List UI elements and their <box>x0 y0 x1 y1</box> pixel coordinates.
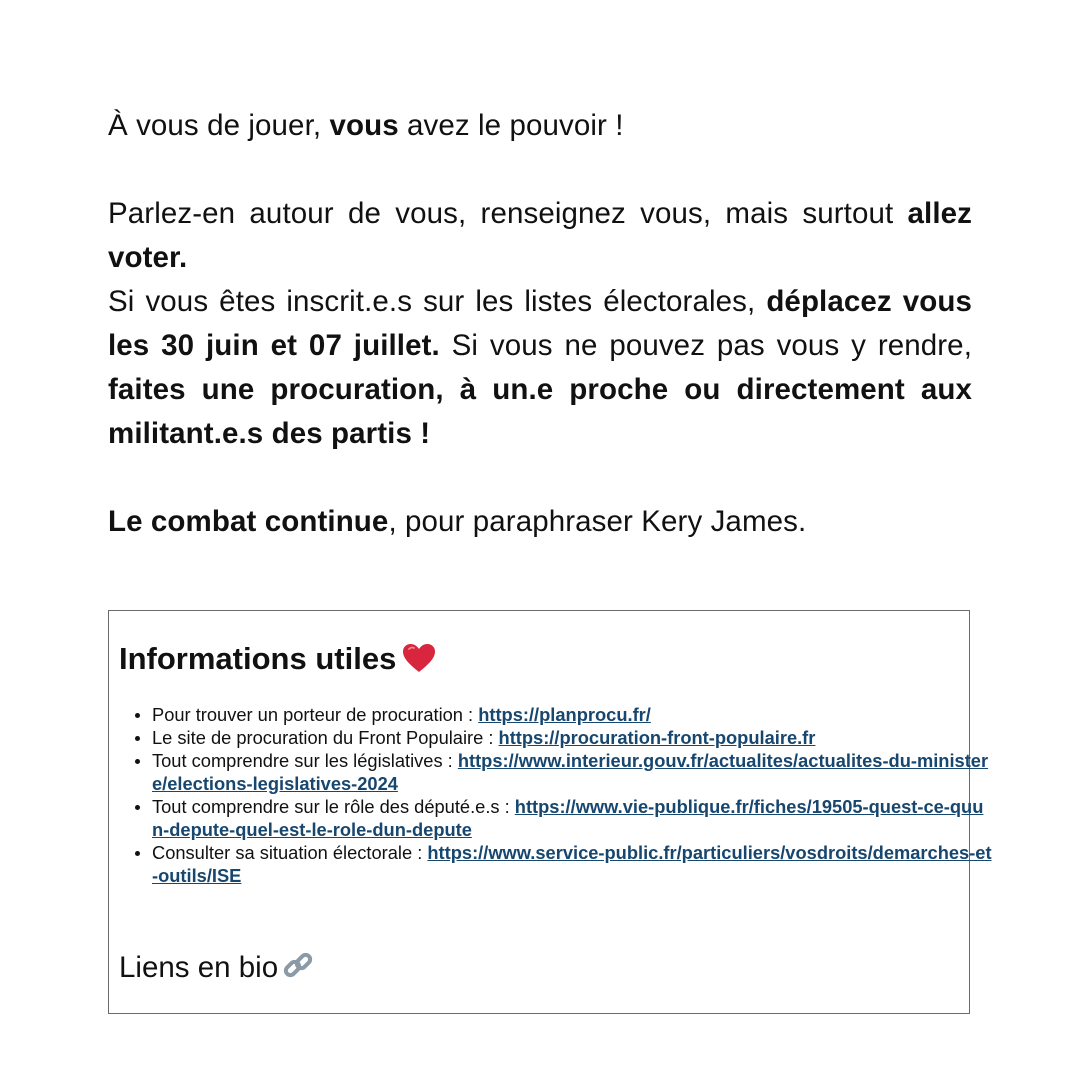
bio-note: Liens en bio <box>119 948 314 992</box>
planprocu-link[interactable]: https://planprocu.fr/ <box>478 704 651 725</box>
list-item: Tout comprendre sur le rôle des député.e.s : https://www.vie-publique.fr/fiches/19505-quest-ce-quun-depute-quel-est-le-role-dun-depute <box>152 795 992 841</box>
info-box <box>108 610 992 1014</box>
front-populaire-link[interactable]: https://procuration-front-populaire.fr <box>498 727 816 748</box>
vote-paragraph: Parlez-en autour de vous, renseignez vous, mais surtout allez voter. Si vous êtes inscrit.e.s sur les listes électorales, déplacez vous les 30 juin et 07 juillet. Si vous ne pouvez pas vous y rendre, faites une procuration, à un.e proche ou directement aux militant.e.s des partis ! <box>108 197 972 450</box>
list-item: Consulter sa situation électorale : https://www.service-public.fr/particuliers/vosdroits/demarches-et-outils/ISE <box>152 842 992 886</box>
closing-paragraph: Le combat continue, pour paraphraser Kery James. <box>108 505 807 538</box>
info-list <box>119 703 992 887</box>
intro-paragraph: À vous de jouer, vous avez le pouvoir ! <box>108 109 624 142</box>
vie-publique-link[interactable]: https://www.vie-publique.fr/fiches/19505-quest-ce-quun-depute-quel-est-le-role-dun-depute <box>152 796 984 840</box>
link-icon <box>282 951 314 992</box>
heart-icon <box>402 643 436 683</box>
service-public-link[interactable]: https://www.service-public.fr/particuliers/vosdroits/demarches-et-outils/ISE <box>152 842 992 886</box>
info-title: Informations utiles <box>119 639 436 683</box>
list-item: Le site de procuration du Front Populaire : https://procuration-front-populaire.fr <box>152 726 992 749</box>
list-item: Pour trouver un porteur de procuration : https://planprocu.fr/ <box>152 703 992 726</box>
list-item: Tout comprendre sur les législatives : https://www.interieur.gouv.fr/actualites/actualites-du-ministere/elections-legislatives-2024 <box>152 749 992 795</box>
interieur-link[interactable]: https://www.interieur.gouv.fr/actualites/actualites-du-ministere/elections-legislatives-2024 <box>152 750 989 794</box>
main-text <box>108 104 972 544</box>
